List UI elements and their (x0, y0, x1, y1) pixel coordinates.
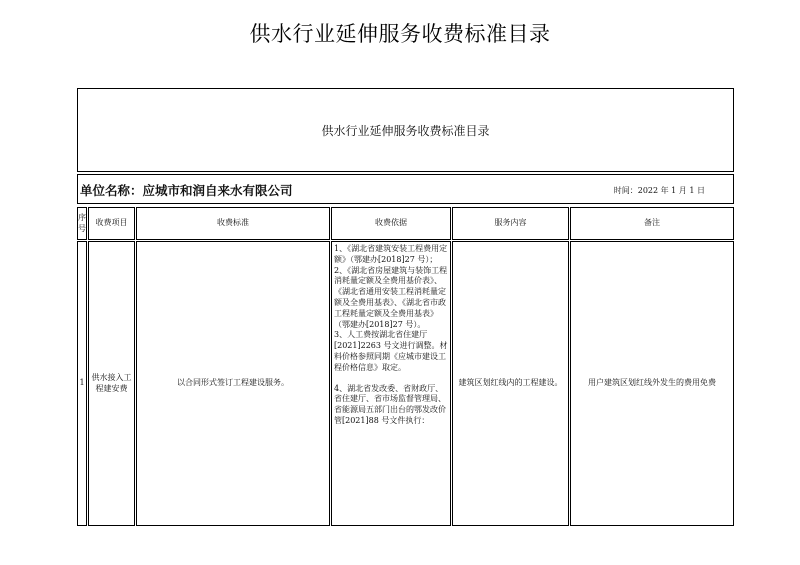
row-1-item: 供水接入工程建安费 (88, 241, 135, 526)
row-1-standard: 以合同形式签订工程建设服务。 (136, 241, 330, 526)
header-content: 服务内容 (452, 207, 569, 240)
header-basis: 收费依据 (331, 207, 451, 240)
row-1-no: 1 (77, 241, 87, 526)
header-remark: 备注 (570, 207, 734, 240)
header-standard: 收费标准 (136, 207, 330, 240)
row-1-remark: 用户建筑区划红线外发生的费用免费 (570, 241, 734, 526)
row-1-basis (331, 241, 451, 526)
basis-item-4: 4、湖北省发改委、省财政厅、省住建厅、省市场监督管理局、省能源局五部门出台的鄂发改价管[2021]88 号文件执行： (334, 383, 446, 425)
row-1-content: 建筑区划红线内的工程建设。 (452, 241, 569, 526)
header-no: 序号 (77, 207, 87, 240)
basis-item-3: 3、人工费按湖北省住建厅[2021]2263 号文进行调整。材料价格参照同期《应城市建设工程价格信息》取定。 (334, 330, 448, 372)
table-title-box (77, 88, 734, 172)
basis-item-1: 1、《湖北省建筑安装工程费用定额》（鄂建办[2018]27 号）； (334, 244, 448, 264)
date-label: 时间：2022 年 1 月 1 日 (613, 186, 705, 195)
page-title: 供水行业延伸服务收费标准目录 (249, 22, 551, 46)
basis-item-2: 2、《湖北省房屋建筑与装饰工程消耗量定额及全费用基价表》、《湖北省通用安装工程消耗量定额及全费用基表》、《湖北省市政工程耗量定额及全费用基表》（鄂建办[2018]27 号）。 (334, 265, 448, 329)
table-title: 供水行业延伸服务收费标准目录 (321, 124, 490, 138)
unit-row (77, 174, 734, 204)
header-item: 收费项目 (88, 207, 135, 240)
unit-name: 单位名称：应城市和润自来水有限公司 (80, 183, 293, 198)
